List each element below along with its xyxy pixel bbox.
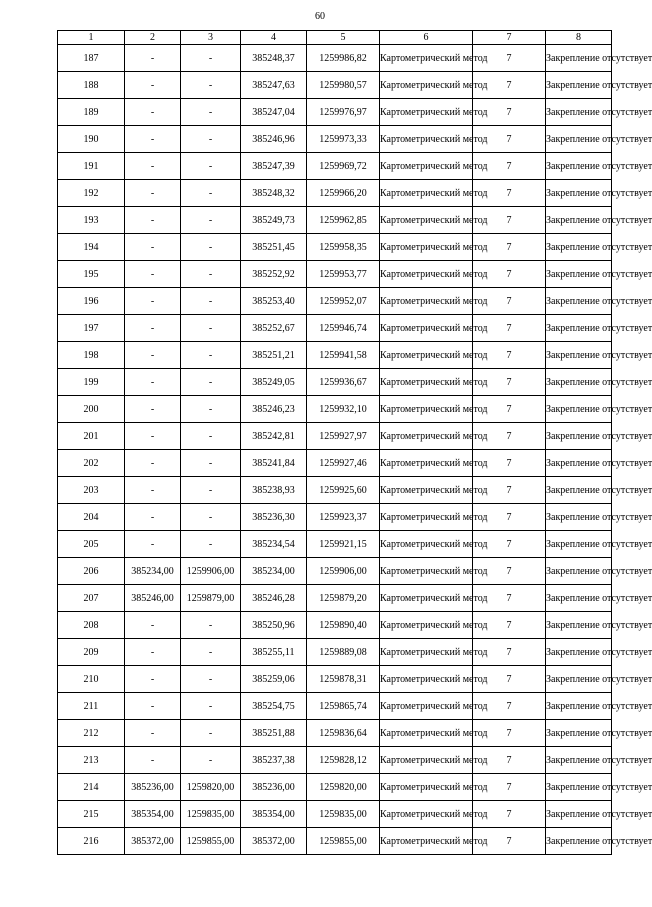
accuracy-cell: 7 xyxy=(473,396,546,423)
fixing-status-cell: Закрепление отсутствует xyxy=(546,423,612,450)
point-number-cell: 202 xyxy=(58,450,125,477)
accuracy-cell: 7 xyxy=(473,801,546,828)
accuracy-cell: 7 xyxy=(473,639,546,666)
table-row xyxy=(58,234,612,261)
point-number-cell: 201 xyxy=(58,423,125,450)
new-y-cell: 1259927,46 xyxy=(307,450,380,477)
old-x-cell: - xyxy=(125,315,181,342)
old-y-cell: - xyxy=(181,693,241,720)
new-y-cell: 1259976,97 xyxy=(307,99,380,126)
accuracy-cell: 7 xyxy=(473,558,546,585)
method-cell: Картометрический метод xyxy=(380,315,473,342)
old-y-cell: - xyxy=(181,639,241,666)
old-y-cell: - xyxy=(181,450,241,477)
new-x-cell: 385246,96 xyxy=(241,126,307,153)
old-y-cell: 1259855,00 xyxy=(181,828,241,855)
column-header: 7 xyxy=(473,31,546,45)
table-row xyxy=(58,180,612,207)
column-header: 6 xyxy=(380,31,473,45)
column-header: 5 xyxy=(307,31,380,45)
accuracy-cell: 7 xyxy=(473,666,546,693)
old-y-cell: - xyxy=(181,504,241,531)
page-number: 60 xyxy=(315,11,325,22)
old-y-cell: - xyxy=(181,45,241,72)
table-row xyxy=(58,477,612,504)
fixing-status-cell: Закрепление отсутствует xyxy=(546,828,612,855)
method-cell: Картометрический метод xyxy=(380,747,473,774)
old-y-cell: 1259879,00 xyxy=(181,585,241,612)
new-x-cell: 385247,39 xyxy=(241,153,307,180)
old-x-cell: - xyxy=(125,180,181,207)
accuracy-cell: 7 xyxy=(473,747,546,774)
fixing-status-cell: Закрепление отсутствует xyxy=(546,369,612,396)
old-y-cell: - xyxy=(181,477,241,504)
accuracy-cell: 7 xyxy=(473,234,546,261)
old-x-cell: 385354,00 xyxy=(125,801,181,828)
old-y-cell: - xyxy=(181,207,241,234)
method-cell: Картометрический метод xyxy=(380,369,473,396)
accuracy-cell: 7 xyxy=(473,207,546,234)
table-row xyxy=(58,450,612,477)
point-number-cell: 196 xyxy=(58,288,125,315)
point-number-cell: 190 xyxy=(58,126,125,153)
new-x-cell: 385252,67 xyxy=(241,315,307,342)
column-header: 1 xyxy=(58,31,125,45)
method-cell: Картометрический метод xyxy=(380,612,473,639)
old-x-cell: - xyxy=(125,126,181,153)
fixing-status-cell: Закрепление отсутствует xyxy=(546,720,612,747)
column-header: 4 xyxy=(241,31,307,45)
new-y-cell: 1259921,15 xyxy=(307,531,380,558)
table-row xyxy=(58,504,612,531)
fixing-status-cell: Закрепление отсутствует xyxy=(546,558,612,585)
accuracy-cell: 7 xyxy=(473,450,546,477)
old-y-cell: - xyxy=(181,180,241,207)
old-x-cell: - xyxy=(125,450,181,477)
point-number-cell: 204 xyxy=(58,504,125,531)
column-header: 2 xyxy=(125,31,181,45)
table-row xyxy=(58,747,612,774)
method-cell: Картометрический метод xyxy=(380,504,473,531)
old-y-cell: - xyxy=(181,423,241,450)
fixing-status-cell: Закрепление отсутствует xyxy=(546,207,612,234)
accuracy-cell: 7 xyxy=(473,261,546,288)
old-x-cell: - xyxy=(125,477,181,504)
fixing-status-cell: Закрепление отсутствует xyxy=(546,693,612,720)
old-y-cell: - xyxy=(181,666,241,693)
new-x-cell: 385251,45 xyxy=(241,234,307,261)
table-row xyxy=(58,612,612,639)
point-number-cell: 197 xyxy=(58,315,125,342)
fixing-status-cell: Закрепление отсутствует xyxy=(546,342,612,369)
accuracy-cell: 7 xyxy=(473,315,546,342)
coordinates-table xyxy=(57,30,652,855)
table-row xyxy=(58,693,612,720)
table-row xyxy=(58,423,612,450)
old-y-cell: - xyxy=(181,612,241,639)
method-cell: Картометрический метод xyxy=(380,72,473,99)
new-x-cell: 385238,93 xyxy=(241,477,307,504)
old-y-cell: - xyxy=(181,531,241,558)
new-y-cell: 1259889,08 xyxy=(307,639,380,666)
new-y-cell: 1259946,74 xyxy=(307,315,380,342)
fixing-status-cell: Закрепление отсутствует xyxy=(546,180,612,207)
accuracy-cell: 7 xyxy=(473,720,546,747)
point-number-cell: 214 xyxy=(58,774,125,801)
accuracy-cell: 7 xyxy=(473,585,546,612)
point-number-cell: 192 xyxy=(58,180,125,207)
point-number-cell: 194 xyxy=(58,234,125,261)
new-y-cell: 1259820,00 xyxy=(307,774,380,801)
new-y-cell: 1259890,40 xyxy=(307,612,380,639)
point-number-cell: 216 xyxy=(58,828,125,855)
method-cell: Картометрический метод xyxy=(380,261,473,288)
new-y-cell: 1259980,57 xyxy=(307,72,380,99)
new-x-cell: 385249,73 xyxy=(241,207,307,234)
method-cell: Картометрический метод xyxy=(380,342,473,369)
method-cell: Картометрический метод xyxy=(380,99,473,126)
old-x-cell: - xyxy=(125,666,181,693)
accuracy-cell: 7 xyxy=(473,612,546,639)
table-row xyxy=(58,396,612,423)
new-y-cell: 1259941,58 xyxy=(307,342,380,369)
method-cell: Картометрический метод xyxy=(380,801,473,828)
new-y-cell: 1259879,20 xyxy=(307,585,380,612)
old-y-cell: - xyxy=(181,99,241,126)
point-number-cell: 198 xyxy=(58,342,125,369)
old-x-cell: - xyxy=(125,342,181,369)
fixing-status-cell: Закрепление отсутствует xyxy=(546,639,612,666)
method-cell: Картометрический метод xyxy=(380,207,473,234)
fixing-status-cell: Закрепление отсутствует xyxy=(546,153,612,180)
old-x-cell: - xyxy=(125,261,181,288)
accuracy-cell: 7 xyxy=(473,153,546,180)
accuracy-cell: 7 xyxy=(473,72,546,99)
new-x-cell: 385236,30 xyxy=(241,504,307,531)
table-row xyxy=(58,585,612,612)
new-x-cell: 385252,92 xyxy=(241,261,307,288)
old-x-cell: - xyxy=(125,747,181,774)
new-y-cell: 1259952,07 xyxy=(307,288,380,315)
new-x-cell: 385254,75 xyxy=(241,693,307,720)
method-cell: Картометрический метод xyxy=(380,180,473,207)
fixing-status-cell: Закрепление отсутствует xyxy=(546,261,612,288)
new-x-cell: 385237,38 xyxy=(241,747,307,774)
old-x-cell: - xyxy=(125,531,181,558)
table-row xyxy=(58,315,612,342)
new-y-cell: 1259986,82 xyxy=(307,45,380,72)
point-number-cell: 195 xyxy=(58,261,125,288)
accuracy-cell: 7 xyxy=(473,288,546,315)
table-row xyxy=(58,288,612,315)
old-y-cell: - xyxy=(181,342,241,369)
table-row xyxy=(58,369,612,396)
new-x-cell: 385247,04 xyxy=(241,99,307,126)
table-row xyxy=(58,774,612,801)
new-x-cell: 385248,32 xyxy=(241,180,307,207)
new-y-cell: 1259855,00 xyxy=(307,828,380,855)
old-y-cell: - xyxy=(181,396,241,423)
new-y-cell: 1259969,72 xyxy=(307,153,380,180)
fixing-status-cell: Закрепление отсутствует xyxy=(546,774,612,801)
new-x-cell: 385250,96 xyxy=(241,612,307,639)
old-y-cell: - xyxy=(181,153,241,180)
accuracy-cell: 7 xyxy=(473,423,546,450)
old-x-cell: - xyxy=(125,99,181,126)
old-x-cell: - xyxy=(125,639,181,666)
method-cell: Картометрический метод xyxy=(380,720,473,747)
table-row xyxy=(58,828,612,855)
new-x-cell: 385248,37 xyxy=(241,45,307,72)
method-cell: Картометрический метод xyxy=(380,828,473,855)
old-y-cell: - xyxy=(181,720,241,747)
accuracy-cell: 7 xyxy=(473,477,546,504)
old-y-cell: 1259906,00 xyxy=(181,558,241,585)
method-cell: Картометрический метод xyxy=(380,396,473,423)
accuracy-cell: 7 xyxy=(473,774,546,801)
old-y-cell: - xyxy=(181,72,241,99)
method-cell: Картометрический метод xyxy=(380,585,473,612)
accuracy-cell: 7 xyxy=(473,99,546,126)
new-y-cell: 1259966,20 xyxy=(307,180,380,207)
new-y-cell: 1259936,67 xyxy=(307,369,380,396)
table-row xyxy=(58,801,612,828)
point-number-cell: 208 xyxy=(58,612,125,639)
old-x-cell: - xyxy=(125,396,181,423)
new-y-cell: 1259958,35 xyxy=(307,234,380,261)
fixing-status-cell: Закрепление отсутствует xyxy=(546,450,612,477)
table-row xyxy=(58,531,612,558)
new-x-cell: 385247,63 xyxy=(241,72,307,99)
table-body xyxy=(58,45,652,855)
table-row xyxy=(58,45,612,72)
new-x-cell: 385242,81 xyxy=(241,423,307,450)
fixing-status-cell: Закрепление отсутствует xyxy=(546,747,612,774)
new-x-cell: 385354,00 xyxy=(241,801,307,828)
fixing-status-cell: Закрепление отсутствует xyxy=(546,45,612,72)
table-row xyxy=(58,666,612,693)
fixing-status-cell: Закрепление отсутствует xyxy=(546,801,612,828)
accuracy-cell: 7 xyxy=(473,342,546,369)
old-y-cell: - xyxy=(181,369,241,396)
column-header: 3 xyxy=(181,31,241,45)
method-cell: Картометрический метод xyxy=(380,423,473,450)
method-cell: Картометрический метод xyxy=(380,450,473,477)
point-number-cell: 203 xyxy=(58,477,125,504)
point-number-cell: 205 xyxy=(58,531,125,558)
new-x-cell: 385251,88 xyxy=(241,720,307,747)
fixing-status-cell: Закрепление отсутствует xyxy=(546,126,612,153)
old-x-cell: 385236,00 xyxy=(125,774,181,801)
accuracy-cell: 7 xyxy=(473,504,546,531)
old-y-cell: - xyxy=(181,288,241,315)
old-x-cell: - xyxy=(125,612,181,639)
new-x-cell: 385249,05 xyxy=(241,369,307,396)
point-number-cell: 213 xyxy=(58,747,125,774)
fixing-status-cell: Закрепление отсутствует xyxy=(546,666,612,693)
fixing-status-cell: Закрепление отсутствует xyxy=(546,288,612,315)
fixing-status-cell: Закрепление отсутствует xyxy=(546,99,612,126)
point-number-cell: 206 xyxy=(58,558,125,585)
fixing-status-cell: Закрепление отсутствует xyxy=(546,396,612,423)
method-cell: Картометрический метод xyxy=(380,126,473,153)
new-x-cell: 385253,40 xyxy=(241,288,307,315)
old-y-cell: - xyxy=(181,261,241,288)
method-cell: Картометрический метод xyxy=(380,693,473,720)
new-y-cell: 1259973,33 xyxy=(307,126,380,153)
method-cell: Картометрический метод xyxy=(380,774,473,801)
point-number-cell: 187 xyxy=(58,45,125,72)
point-number-cell: 212 xyxy=(58,720,125,747)
method-cell: Картометрический метод xyxy=(380,477,473,504)
table-row xyxy=(58,126,612,153)
old-x-cell: - xyxy=(125,72,181,99)
table-row xyxy=(58,261,612,288)
new-y-cell: 1259962,85 xyxy=(307,207,380,234)
point-number-cell: 199 xyxy=(58,369,125,396)
new-y-cell: 1259927,97 xyxy=(307,423,380,450)
new-y-cell: 1259835,00 xyxy=(307,801,380,828)
new-x-cell: 385251,21 xyxy=(241,342,307,369)
table-row xyxy=(58,99,612,126)
new-y-cell: 1259932,10 xyxy=(307,396,380,423)
new-x-cell: 385246,28 xyxy=(241,585,307,612)
accuracy-cell: 7 xyxy=(473,369,546,396)
accuracy-cell: 7 xyxy=(473,693,546,720)
accuracy-cell: 7 xyxy=(473,45,546,72)
new-x-cell: 385234,54 xyxy=(241,531,307,558)
old-x-cell: - xyxy=(125,369,181,396)
old-y-cell: - xyxy=(181,234,241,261)
old-y-cell: - xyxy=(181,747,241,774)
new-y-cell: 1259953,77 xyxy=(307,261,380,288)
fixing-status-cell: Закрепление отсутствует xyxy=(546,612,612,639)
point-number-cell: 191 xyxy=(58,153,125,180)
new-x-cell: 385246,23 xyxy=(241,396,307,423)
method-cell: Картометрический метод xyxy=(380,666,473,693)
new-y-cell: 1259878,31 xyxy=(307,666,380,693)
accuracy-cell: 7 xyxy=(473,531,546,558)
point-number-cell: 207 xyxy=(58,585,125,612)
point-number-cell: 210 xyxy=(58,666,125,693)
new-y-cell: 1259828,12 xyxy=(307,747,380,774)
new-x-cell: 385259,06 xyxy=(241,666,307,693)
table-row xyxy=(58,342,612,369)
new-y-cell: 1259925,60 xyxy=(307,477,380,504)
table-row xyxy=(58,72,612,99)
fixing-status-cell: Закрепление отсутствует xyxy=(546,531,612,558)
point-number-cell: 189 xyxy=(58,99,125,126)
fixing-status-cell: Закрепление отсутствует xyxy=(546,315,612,342)
old-y-cell: 1259835,00 xyxy=(181,801,241,828)
old-x-cell: - xyxy=(125,693,181,720)
point-number-cell: 200 xyxy=(58,396,125,423)
old-x-cell: 385234,00 xyxy=(125,558,181,585)
old-x-cell: - xyxy=(125,207,181,234)
fixing-status-cell: Закрепление отсутствует xyxy=(546,504,612,531)
method-cell: Картометрический метод xyxy=(380,639,473,666)
table-row xyxy=(58,153,612,180)
new-x-cell: 385372,00 xyxy=(241,828,307,855)
old-y-cell: - xyxy=(181,315,241,342)
accuracy-cell: 7 xyxy=(473,828,546,855)
old-x-cell: - xyxy=(125,720,181,747)
method-cell: Картометрический метод xyxy=(380,288,473,315)
fixing-status-cell: Закрепление отсутствует xyxy=(546,234,612,261)
old-x-cell: - xyxy=(125,153,181,180)
old-x-cell: 385372,00 xyxy=(125,828,181,855)
fixing-status-cell: Закрепление отсутствует xyxy=(546,72,612,99)
accuracy-cell: 7 xyxy=(473,180,546,207)
method-cell: Картометрический метод xyxy=(380,531,473,558)
point-number-cell: 188 xyxy=(58,72,125,99)
old-x-cell: 385246,00 xyxy=(125,585,181,612)
table-header-row xyxy=(58,31,612,45)
point-number-cell: 209 xyxy=(58,639,125,666)
column-header: 8 xyxy=(546,31,612,45)
table-row xyxy=(58,720,612,747)
point-number-cell: 193 xyxy=(58,207,125,234)
new-x-cell: 385241,84 xyxy=(241,450,307,477)
point-number-cell: 215 xyxy=(58,801,125,828)
new-y-cell: 1259836,64 xyxy=(307,720,380,747)
new-x-cell: 385255,11 xyxy=(241,639,307,666)
method-cell: Картометрический метод xyxy=(380,234,473,261)
method-cell: Картометрический метод xyxy=(380,153,473,180)
table-row xyxy=(58,558,612,585)
old-y-cell: 1259820,00 xyxy=(181,774,241,801)
fixing-status-cell: Закрепление отсутствует xyxy=(546,477,612,504)
old-x-cell: - xyxy=(125,234,181,261)
old-x-cell: - xyxy=(125,45,181,72)
point-number-cell: 211 xyxy=(58,693,125,720)
new-x-cell: 385236,00 xyxy=(241,774,307,801)
old-x-cell: - xyxy=(125,504,181,531)
accuracy-cell: 7 xyxy=(473,126,546,153)
new-y-cell: 1259865,74 xyxy=(307,693,380,720)
fixing-status-cell: Закрепление отсутствует xyxy=(546,585,612,612)
table-row xyxy=(58,639,612,666)
method-cell: Картометрический метод xyxy=(380,45,473,72)
new-y-cell: 1259923,37 xyxy=(307,504,380,531)
table-row xyxy=(58,207,612,234)
old-x-cell: - xyxy=(125,288,181,315)
method-cell: Картометрический метод xyxy=(380,558,473,585)
old-y-cell: - xyxy=(181,126,241,153)
new-x-cell: 385234,00 xyxy=(241,558,307,585)
new-y-cell: 1259906,00 xyxy=(307,558,380,585)
old-x-cell: - xyxy=(125,423,181,450)
